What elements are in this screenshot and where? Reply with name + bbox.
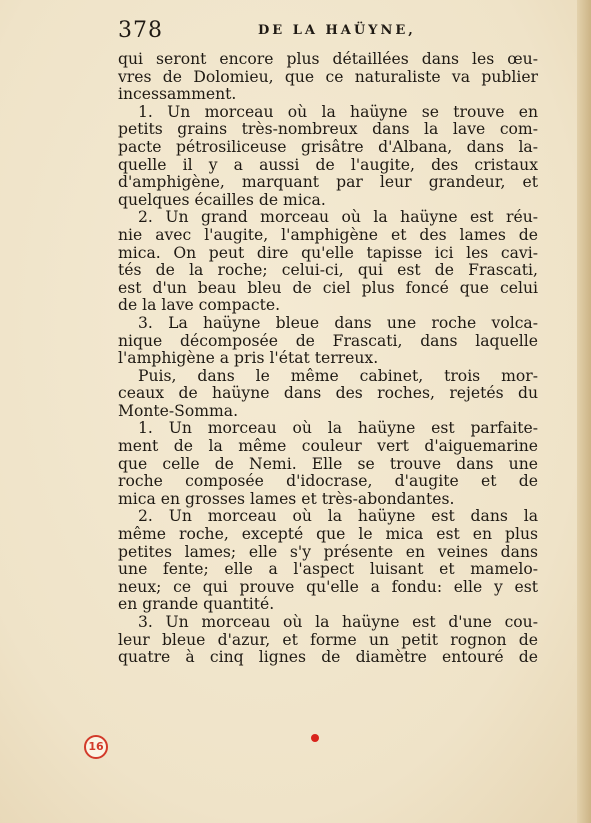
text-line: leur bleue d'azur, et forme un petit rognon de — [118, 630, 538, 649]
text-line: 3. Un morceau où la haüyne est d'une cou- — [138, 613, 538, 631]
text-line: même roche, excepté que le mica est en plus — [118, 525, 538, 544]
text-line: mica en grosses lames et très-abondantes. — [118, 489, 455, 508]
text-line: 3. La haüyne bleue dans une roche volca- — [138, 313, 538, 332]
text-line: quatre à cinq lignes de diamètre entouré de — [118, 648, 538, 667]
text-line: petits grains très-nombreux dans la lave com- — [118, 120, 538, 139]
text-line: quelques écailles de mica. — [118, 190, 326, 209]
text-line: tés de la roche; celui-ci, qui est de Frascati, — [118, 261, 538, 280]
page-number: 378 — [118, 18, 163, 43]
text-line: quelle il y a aussi de l'augite, des cristaux — [118, 155, 538, 174]
text-line: 2. Un morceau où la haüyne est dans la — [138, 507, 538, 526]
text-line: mica. On peut dire qu'elle tapisse ici les cavi- — [118, 243, 538, 262]
text-line: qui seront encore plus détaillées dans les œu- — [118, 50, 538, 68]
text-line: ment de la même couleur vert d'aiguemarine — [118, 437, 538, 456]
text-line: vres de Dolomieu, que ce naturaliste va publier — [118, 67, 538, 86]
text-line: 1. Un morceau où la haüyne se trouve en — [138, 102, 538, 121]
text-line: 1. Un morceau où la haüyne est parfaite- — [138, 419, 538, 438]
page-header — [118, 18, 538, 48]
text-line: incessamment. — [118, 85, 237, 104]
text-line: nie avec l'augite, l'amphigène et des lames de — [118, 225, 538, 244]
text-line: Monte-Somma. — [118, 401, 239, 420]
text-line: l'amphigène a pris l'état terreux. — [118, 349, 379, 368]
text-line: est d'un beau bleu de ciel plus foncé que celui — [118, 278, 538, 297]
text-line: une fente; elle a l'aspect luisant et mamelo- — [118, 560, 538, 579]
text-line: petites lames; elle s'y présente en veines dans — [118, 542, 538, 561]
text-line: d'amphigène, marquant par leur grandeur, et — [118, 173, 538, 192]
text-line: en grande quantité. — [118, 595, 275, 614]
text-line: pacte pétrosiliceuse grisâtre d'Albana, dans la- — [118, 137, 538, 156]
text-line: ceaux de haüyne dans des roches, rejetés du — [118, 384, 538, 403]
body-text — [118, 51, 538, 667]
text-line: nique décomposée de Frascati, dans laquelle — [118, 331, 538, 350]
running-head: DE LA HAÜYNE, — [258, 23, 416, 38]
annotation-dot — [311, 734, 319, 742]
text-line: 2. Un grand morceau où la haüyne est réu- — [138, 208, 538, 227]
page-edge — [577, 0, 591, 823]
text-line: neux; ce qui prouve qu'elle a fondu: elle y est — [118, 577, 538, 596]
text-line: roche composée d'idocrase, d'augite et de — [118, 472, 538, 491]
annotation-badge[interactable]: 16 — [84, 735, 108, 759]
text-line: que celle de Nemi. Elle se trouve dans une — [118, 454, 538, 473]
text-line: Puis, dans le même cabinet, trois mor- — [138, 366, 538, 385]
text-line: de la lave compacte. — [118, 296, 281, 315]
